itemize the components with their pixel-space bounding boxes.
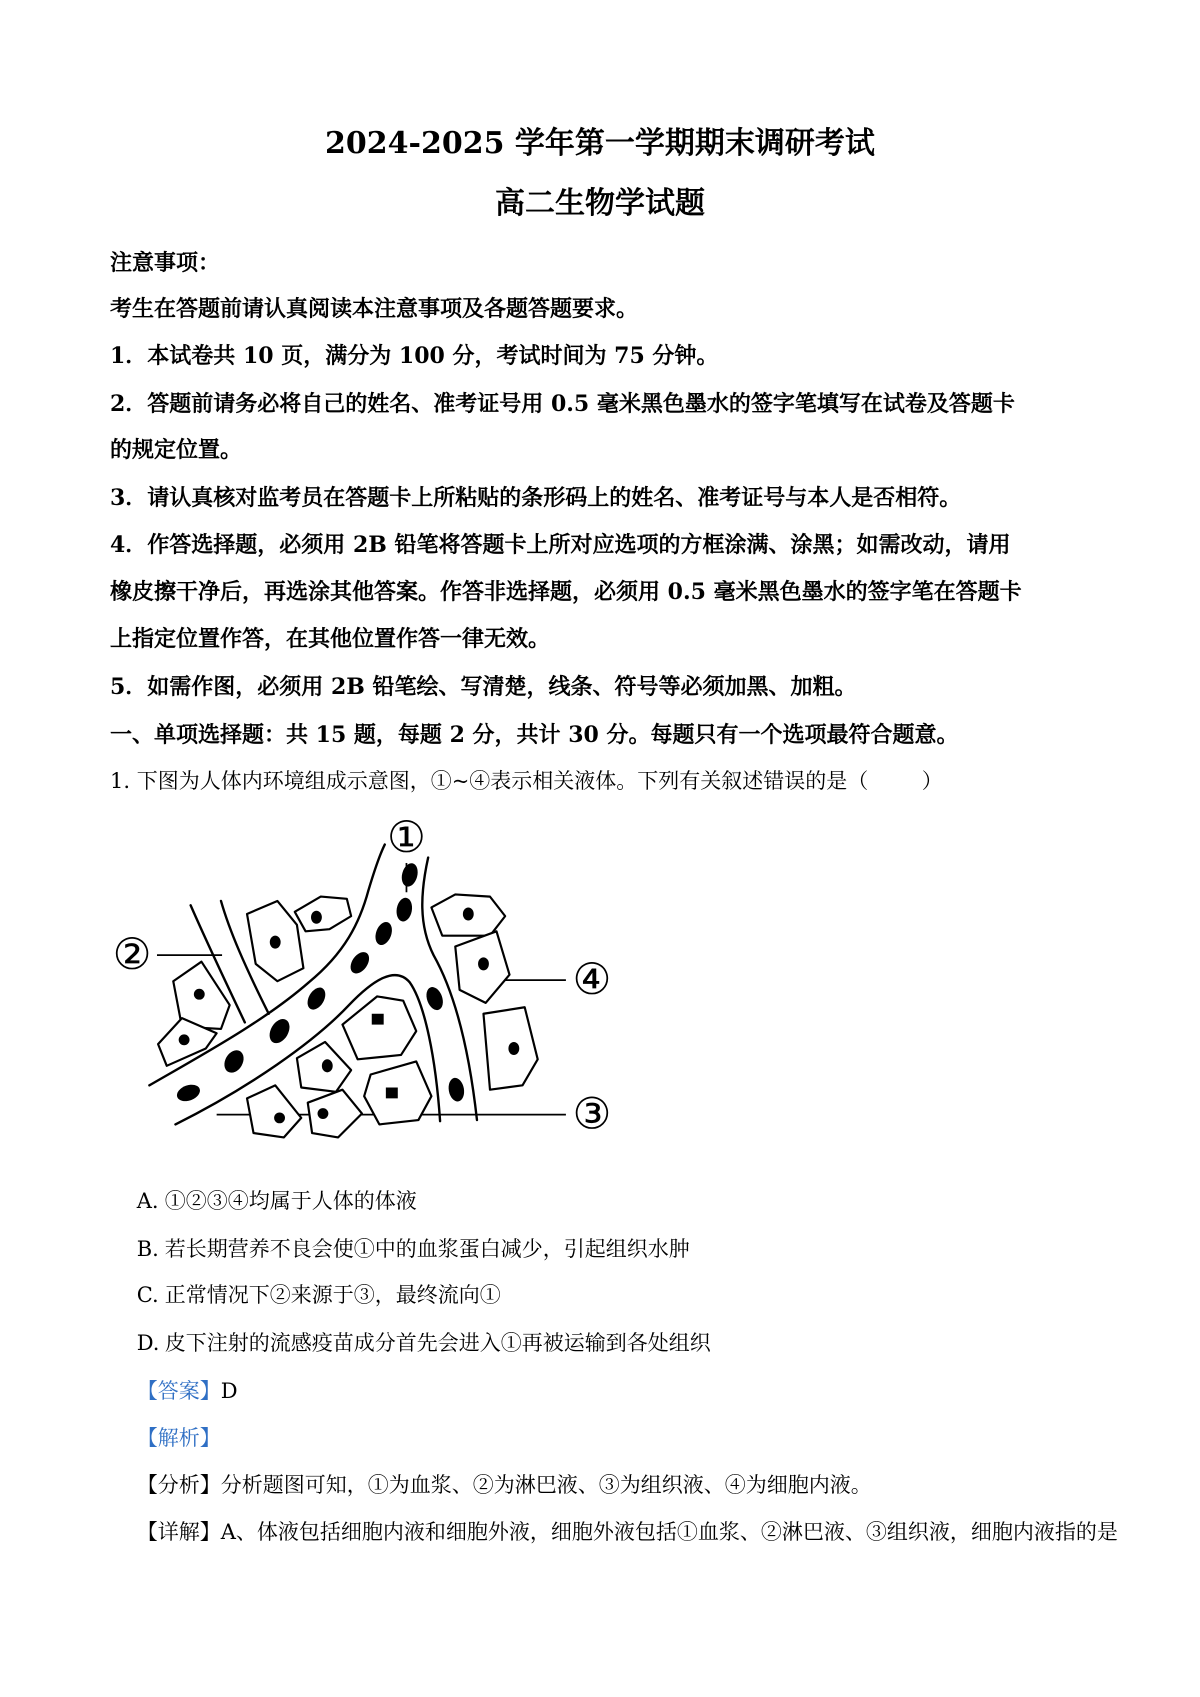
notice-line: 考生在答题前请认真阅读本注意事项及各题答题要求。 <box>110 296 639 322</box>
section-heading: 一、单项选择题：共 15 题，每题 2 分，共计 30 分。每题只有一个选项最符合题意。 <box>110 722 959 748</box>
blood-cell <box>399 861 420 888</box>
option-letter: D. <box>136 1331 160 1355</box>
blood-cell <box>221 1047 248 1076</box>
notice-line: 3．请认真核对监考员在答题卡上所粘贴的条形码上的姓名、准考证号与本人是否相符。 <box>110 485 962 511</box>
tissue-cell <box>295 897 351 932</box>
fenxi-text: 分析题图可知，①为血浆、②为淋巴液、③为组织液、④为细胞内液。 <box>220 1473 872 1497</box>
notice-line: 1．本试卷共 10 页，满分为 100 分，考试时间为 75 分钟。 <box>110 343 719 369</box>
diagram-label-4: ④ <box>572 955 612 1006</box>
xiangjie-tag: 【详解】 <box>136 1520 221 1544</box>
answer-tag: 【答案】 <box>136 1379 221 1403</box>
diagram-label-2: ② <box>112 930 152 981</box>
jiexi-tag: 【解析】 <box>136 1426 221 1450</box>
cell-nucleus <box>463 907 474 920</box>
xiangjie-line <box>110 1493 1118 1571</box>
xiangjie-text: A、体液包括细胞内液和细胞外液，细胞外液包括①血浆、②淋巴液、③组织液，细胞内液指的是 <box>220 1520 1118 1544</box>
cell-nucleus <box>386 1088 398 1099</box>
cell-nucleus <box>508 1042 519 1055</box>
cell-nucleus <box>270 936 281 949</box>
tissue-cell <box>342 996 416 1059</box>
notice-line: 4．作答选择题，必须用 2B 铅笔将答题卡上所对应选项的方框涂满、涂黑；如需改动，请用 <box>110 532 1011 558</box>
blood-cell <box>447 1077 466 1103</box>
tissue-cell <box>308 1090 362 1138</box>
notice-line: 5．如需作图，必须用 2B 铅笔绘、写清楚，线条、符号等必须加黑、加粗。 <box>110 674 857 700</box>
option-text: 正常情况下②来源于③，最终流向① <box>164 1283 501 1307</box>
option-letter: B. <box>136 1237 159 1261</box>
blood-cell <box>372 920 394 948</box>
cell-nucleus <box>179 1034 190 1045</box>
cell-nucleus <box>478 957 489 970</box>
cell-nucleus <box>322 1059 333 1072</box>
tissue-cell <box>247 1085 301 1137</box>
fenxi-tag: 【分析】 <box>136 1473 221 1497</box>
diagram-label-1: ① <box>387 813 426 864</box>
question-stem: 1. 下图为人体内环境组成示意图，①~④表示相关液体。下列有关叙述错误的是（ ） <box>110 769 943 793</box>
option-text: 皮下注射的流感疫苗成分首先会进入①再被运输到各处组织 <box>164 1331 711 1355</box>
cell-nucleus <box>372 1014 384 1025</box>
blood-cell <box>175 1082 203 1104</box>
diagram-label-3: ③ <box>572 1089 612 1140</box>
blood-cell <box>395 897 414 923</box>
cell-nucleus <box>318 1108 329 1119</box>
option-letter: A. <box>136 1189 159 1213</box>
option-letter: C. <box>136 1283 159 1307</box>
cell-nucleus <box>311 911 322 924</box>
cell-nucleus <box>274 1112 285 1123</box>
blood-cell <box>423 985 445 1013</box>
notice-line: 的规定位置。 <box>110 437 243 463</box>
blood-cell <box>347 949 373 977</box>
internal-environment-diagram <box>108 812 629 1145</box>
blood-cell <box>266 1015 294 1046</box>
blood-cell <box>304 984 329 1012</box>
notice-line: 2．答题前请务必将自己的姓名、准考证号用 0.5 毫米黑色墨水的签字笔填写在试卷及答题卡 <box>110 391 1015 417</box>
option-text: ①②③④均属于人体的体液 <box>164 1189 417 1213</box>
option-text: 若长期营养不良会使①中的血浆蛋白减少，引起组织水肿 <box>164 1237 690 1261</box>
notice-heading: 注意事项： <box>110 250 221 276</box>
answer-value: D <box>220 1379 238 1403</box>
notice-line: 上指定位置作答，在其他位置作答一律无效。 <box>110 626 551 652</box>
notice-line: 橡皮擦干净后，再选涂其他答案。作答非选择题，必须用 0.5 毫米黑色墨水的签字笔在答题卡 <box>110 579 1022 605</box>
cell-nucleus <box>194 989 205 1000</box>
exam-subtitle: 高二生物学试题 <box>495 186 705 221</box>
exam-title: 2024-2025 学年第一学期期末调研考试 <box>325 126 875 161</box>
